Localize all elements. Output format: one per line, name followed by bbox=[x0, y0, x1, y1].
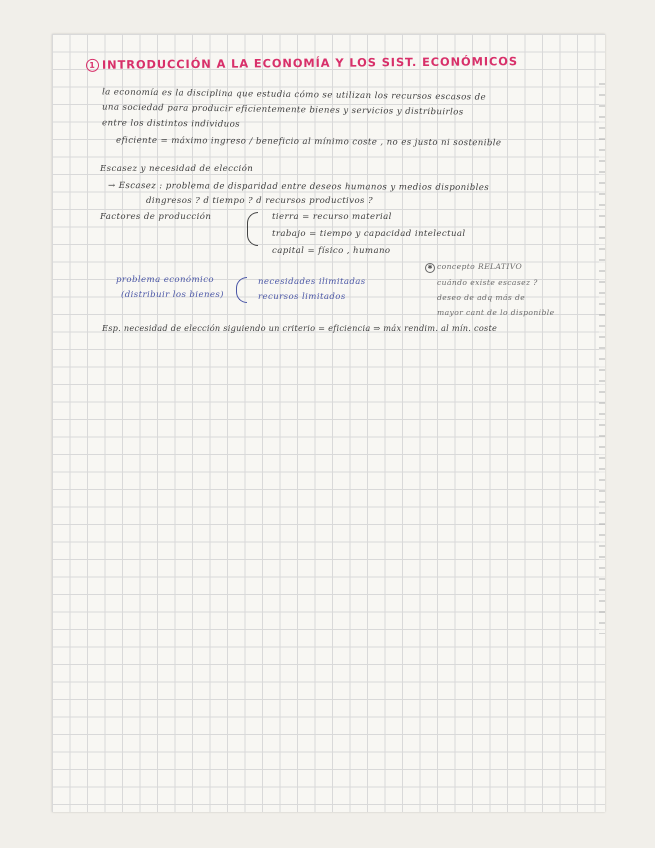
conclusion-line: Esp. necesidad de elección siguiendo un criterio = eficiencia ⇒ máx rendim. al mín. coste bbox=[102, 323, 498, 333]
factors-bracket bbox=[247, 212, 258, 246]
side-note-4: mayor cant de lo disponible bbox=[437, 308, 555, 317]
definition-line-2: una sociedad para producir eficientemente bienes y servicios y distribuirlos bbox=[101, 102, 464, 118]
factor-land: tierra = recurso material bbox=[272, 212, 392, 222]
spiral-edge bbox=[599, 74, 605, 634]
scarcity-definition: → Escasez : problema de disparidad entre deseos humanos y medios disponibles bbox=[107, 181, 490, 193]
limited-resources: recursos limitados bbox=[258, 292, 346, 302]
title-text: INTRODUCCIÓN A LA ECONOMÍA Y LOS SIST. ECONÓMICOS bbox=[101, 54, 518, 72]
definition-line-3: entre los distintos individuos bbox=[101, 118, 241, 130]
star-icon: ✱ bbox=[425, 263, 435, 273]
unlimited-needs: necesidades ilimitadas bbox=[258, 277, 366, 287]
scarcity-heading: Escasez y necesidad de elección bbox=[100, 164, 254, 174]
side-note-1: concepto RELATIVO bbox=[437, 262, 523, 271]
side-note-3: deseo de adq más de bbox=[437, 293, 526, 302]
problem-bracket bbox=[236, 277, 247, 303]
definition-line-1: la economía es la disciplina que estudia cómo se utilizan los recursos escasos de bbox=[101, 87, 487, 103]
title-number: 1 bbox=[86, 59, 99, 72]
factor-labor: trabajo = tiempo y capacidad intelectual bbox=[272, 229, 466, 239]
scarcity-questions: dingresos ? d tiempo ? d recursos productivos ? bbox=[146, 196, 373, 206]
side-note-2: cuándo existe escasez ? bbox=[437, 278, 538, 287]
factor-capital: capital = físico , humano bbox=[272, 246, 391, 256]
efficient-definition: eficiente = máximo ingreso / beneficio al mínimo coste , no es justo ni sostenible bbox=[115, 135, 502, 149]
economic-problem-label: problema económico bbox=[116, 275, 214, 285]
notebook-page bbox=[52, 34, 605, 812]
economic-problem-sub: (distribuir los bienes) bbox=[121, 290, 224, 300]
factors-label: Factores de producción bbox=[100, 212, 212, 222]
